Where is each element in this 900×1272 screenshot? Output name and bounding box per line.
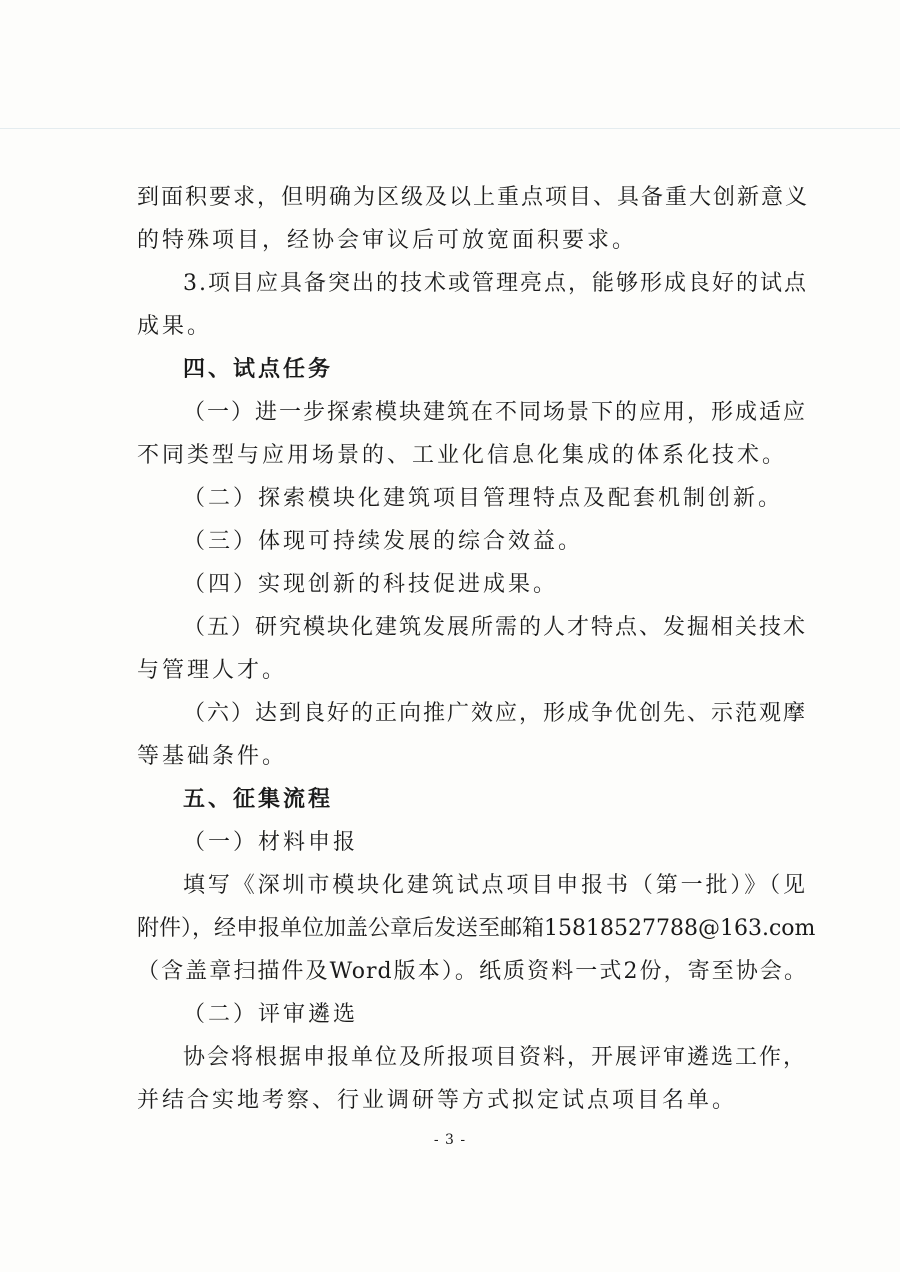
paragraph-line: 到面积要求，但明确为区级及以上重点项目、具备重大创新意义 — [137, 185, 810, 210]
paragraph-line: （一）进一步探索模块建筑在不同场景下的应用，形成适应 — [183, 400, 808, 425]
paragraph-line: 成果。 — [137, 314, 213, 339]
scan-divider-line — [0, 128, 900, 129]
paragraph-line: （六）达到良好的正向推广效应，形成争优创先、示范观摩 — [183, 701, 808, 726]
page-number: - 3 - — [433, 1132, 467, 1148]
section-heading: 四、试点任务 — [183, 357, 334, 382]
paragraph-line: 填写《深圳市模块化建筑试点项目申报书（第一批）》（见 — [183, 873, 807, 898]
paragraph-line: 等基础条件。 — [137, 744, 288, 769]
paragraph-line: 附件），经申报单位加盖公章后发送至邮箱15818527788@163.com — [137, 916, 816, 941]
paragraph-line: （四）实现创新的科技促进成果。 — [183, 572, 559, 597]
paragraph-line: （含盖章扫描件及Word版本）。纸质资料一式2份，寄至协会。 — [137, 959, 807, 984]
paragraph-line: （二）探索模块化建筑项目管理特点及配套机制创新。 — [183, 486, 784, 511]
paragraph-line: 协会将根据申报单位及所报项目资料，开展评审遴选工作， — [183, 1045, 808, 1070]
subsection-heading: （一）材料申报 — [183, 830, 359, 855]
paragraph-line: 3.项目应具备突出的技术或管理亮点，能够形成良好的试点 — [183, 271, 808, 296]
paragraph-line: 的特殊项目，经协会审议后可放宽面积要求。 — [137, 228, 638, 253]
subsection-heading: （二）评审遴选 — [183, 1002, 359, 1027]
paragraph-line: 与管理人才。 — [137, 658, 288, 683]
section-heading: 五、征集流程 — [183, 787, 334, 812]
paragraph-line: 不同类型与应用场景的、工业化信息化集成的体系化技术。 — [137, 443, 788, 468]
paragraph-line: （三）体现可持续发展的综合效益。 — [183, 529, 584, 554]
paragraph-line: （五）研究模块化建筑发展所需的人才特点、发掘相关技术 — [183, 615, 808, 640]
paragraph-line: 并结合实地考察、行业调研等方式拟定试点项目名单。 — [137, 1088, 738, 1113]
